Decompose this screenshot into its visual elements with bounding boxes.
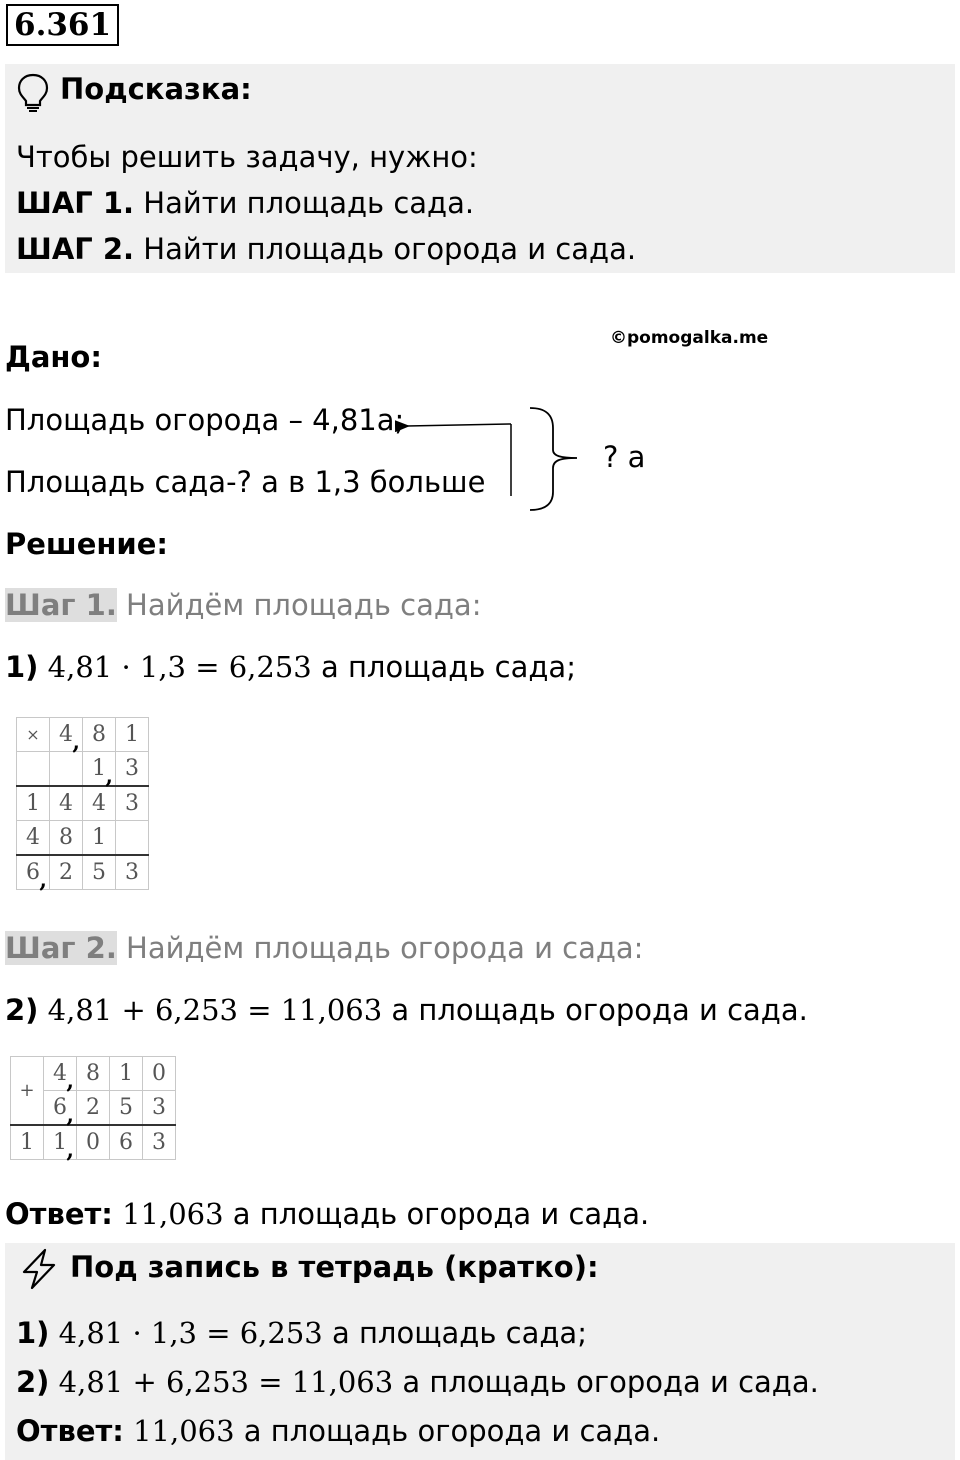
- notebook-line-2-rest: а площадь огорода и сада.: [393, 1365, 819, 1399]
- add-cell: 4 ,: [44, 1057, 77, 1091]
- given-line-1: Площадь огорода – 4,81а;: [5, 403, 405, 437]
- add-cell: 2: [77, 1091, 110, 1126]
- hint-step-1-text: Найти площадь сада.: [134, 186, 475, 220]
- hint-step-1-label: ШАГ 1.: [16, 186, 135, 220]
- notebook-line-2-label: 2): [16, 1365, 50, 1399]
- mult-cell: 4 ,: [50, 718, 83, 752]
- step-2-text: Найдём площадь огорода и сада:: [116, 931, 644, 965]
- mult-cell: 3: [116, 752, 149, 787]
- add-cell: 1: [110, 1057, 143, 1091]
- add-cell: 3: [143, 1091, 176, 1126]
- mult-cell: [17, 752, 50, 787]
- mult-cell: 3: [116, 855, 149, 890]
- multiplication-table: [16, 717, 149, 893]
- notebook-line-1-rest: а площадь сада;: [322, 1316, 587, 1350]
- mult-cell: [50, 752, 83, 787]
- add-cell: 8: [77, 1057, 110, 1091]
- solution-title: Решение:: [5, 527, 169, 561]
- notebook-answer-value: 11,063: [133, 1414, 235, 1448]
- watermark: ©pomogalka.me: [610, 328, 769, 348]
- add-cell: 0: [77, 1125, 110, 1160]
- step-1-rest: а площадь сада;: [311, 650, 576, 684]
- mult-cell: 4: [83, 786, 116, 821]
- step-1-label: Шаг 1.: [5, 588, 117, 622]
- hint-step-1: [16, 186, 474, 220]
- answer-rest: а площадь огорода и сада.: [223, 1197, 650, 1231]
- mult-cell: 1: [116, 718, 149, 752]
- hint-step-2: [16, 232, 636, 266]
- hint-step-2-label: ШАГ 2.: [16, 232, 135, 266]
- notebook-answer: [16, 1414, 660, 1448]
- given-line-2: Площадь сада-? а в 1,3 больше: [5, 465, 486, 499]
- step-1-line: [5, 650, 576, 684]
- add-cell: 6 ,: [44, 1091, 77, 1126]
- add-cell: 1: [11, 1125, 44, 1160]
- notebook-answer-rest: а площадь огорода и сада.: [234, 1414, 661, 1448]
- step-2-line: [5, 993, 808, 1027]
- mult-cell: 5: [83, 855, 116, 890]
- add-cell: 1 ,: [44, 1125, 77, 1160]
- add-cell: 5: [110, 1091, 143, 1126]
- lightning-icon: [18, 1248, 60, 1294]
- hint-intro: Чтобы решить задачу, нужно:: [16, 140, 478, 174]
- mult-cell: 2: [50, 855, 83, 890]
- notebook-line-1-expression: 4,81 · 1,3 = 6,253: [58, 1316, 323, 1350]
- step-2-label: Шаг 2.: [5, 931, 117, 965]
- mult-cell: 1: [83, 821, 116, 856]
- step-1-expression: 4,81 · 1,3 = 6,253: [47, 650, 312, 684]
- notebook-line-1: [16, 1316, 587, 1350]
- brace-label: ? а: [603, 440, 646, 474]
- answer-value: 11,063: [122, 1197, 224, 1231]
- answer-line: [5, 1197, 649, 1231]
- step-2-expression: 4,81 + 6,253 = 11,063: [47, 993, 383, 1027]
- mult-cell: 3: [116, 786, 149, 821]
- mult-cell: ×: [17, 718, 50, 752]
- notebook-line-1-label: 1): [16, 1316, 50, 1350]
- add-cell: +: [11, 1057, 44, 1126]
- add-cell: 0: [143, 1057, 176, 1091]
- problem-number: 6.361: [6, 4, 119, 46]
- answer-label: Ответ:: [5, 1197, 113, 1231]
- lightbulb-icon: [16, 72, 50, 116]
- mult-cell: 6 ,: [17, 855, 50, 890]
- step-1-heading: [5, 588, 481, 622]
- mult-cell: 8: [50, 821, 83, 856]
- mult-cell: [116, 821, 149, 856]
- notebook-answer-label: Ответ:: [16, 1414, 124, 1448]
- given-arrow-brace: [395, 400, 595, 520]
- step-2-rest: а площадь огорода и сада.: [382, 993, 808, 1027]
- notebook-line-2-expression: 4,81 + 6,253 = 11,063: [58, 1365, 394, 1399]
- mult-cell: 8: [83, 718, 116, 752]
- mult-cell: 4: [17, 821, 50, 856]
- step-2-heading: [5, 931, 643, 965]
- notebook-line-2: [16, 1365, 819, 1399]
- notebook-title: Под запись в тетрадь (кратко):: [70, 1250, 599, 1284]
- add-cell: 3: [143, 1125, 176, 1160]
- hint-title: Подсказка:: [60, 72, 252, 106]
- addition-table: [10, 1056, 176, 1163]
- mult-cell: 4: [50, 786, 83, 821]
- step-2-line-label: 2): [5, 993, 39, 1027]
- hint-step-2-text: Найти площадь огорода и сада.: [134, 232, 637, 266]
- given-title: Дано:: [5, 340, 102, 374]
- add-cell: 6: [110, 1125, 143, 1160]
- step-1-line-label: 1): [5, 650, 39, 684]
- mult-cell: 1: [17, 786, 50, 821]
- mult-cell: 1 ,: [83, 752, 116, 787]
- step-1-text: Найдём площадь сада:: [116, 588, 482, 622]
